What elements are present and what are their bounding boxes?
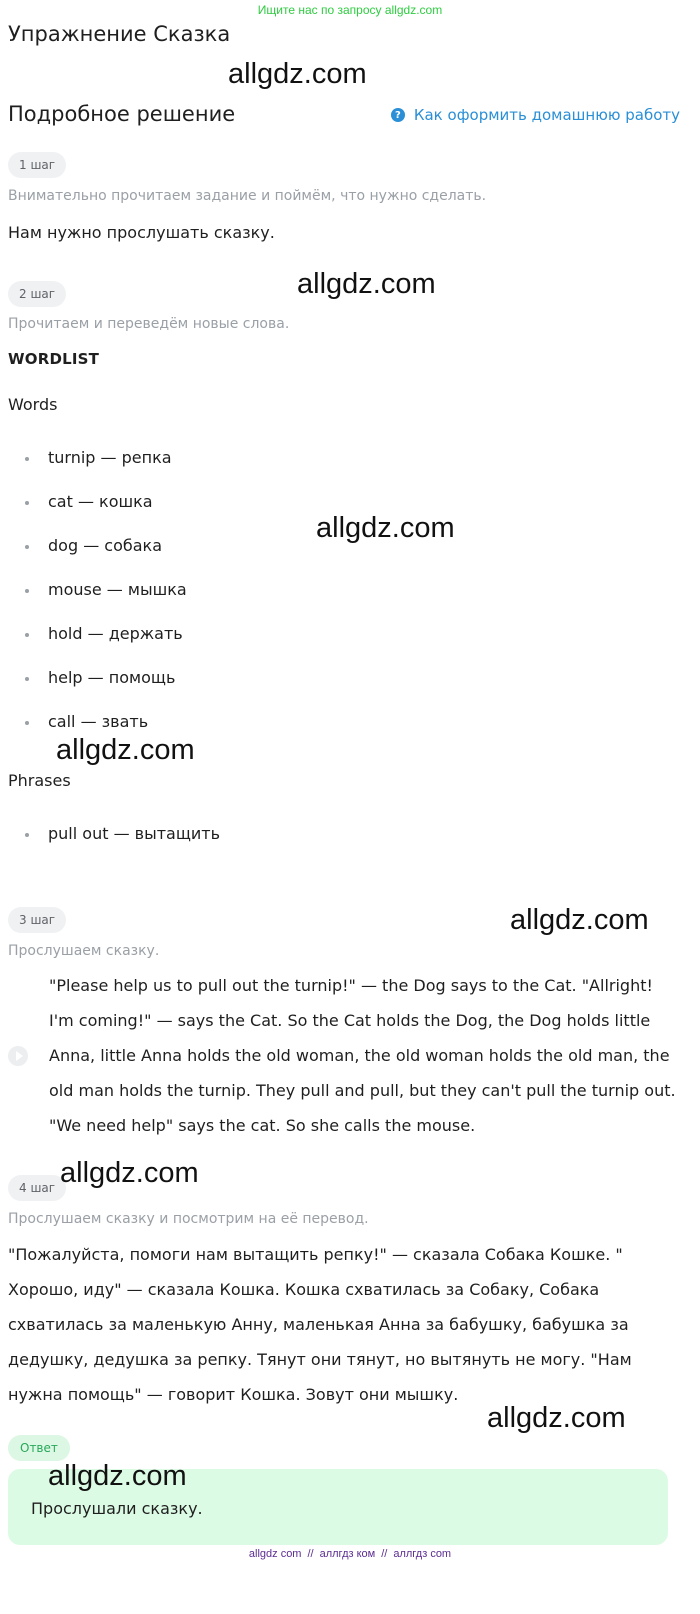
- list-item: turnip — репка: [22, 447, 187, 491]
- translation-text: "Пожалуйста, помоги нам вытащить репку!" — сказала Собака Кошке. " Хорошо, иду" — сказала Кошка. Кошка схватилась за Собаку, Собака схватилась за маленькую Анну, маленькая Анна за бабушку, бабушка за дедушку, дедушка за репку. Тянут они тянут, но вытянуть не могу. "Нам нужна помощь" — говорит Кошка. Зовут они мышку.: [8, 1245, 632, 1404]
- list-item: call — звать: [22, 711, 187, 755]
- play-icon[interactable]: [8, 1046, 28, 1066]
- list-item: help — помощь: [22, 667, 187, 711]
- footer-link[interactable]: аллгдз ком: [319, 1548, 376, 1560]
- exercise-title: Упражнение Сказка: [8, 22, 231, 46]
- list-item: hold — держать: [22, 623, 187, 667]
- list-item: pull out — вытащить: [22, 823, 220, 867]
- wordlist-heading: WORDLIST: [8, 350, 100, 368]
- step-text-1: Нам нужно прослушать сказку.: [8, 223, 275, 242]
- answer-text: Прослушали сказку.: [31, 1499, 203, 1518]
- solution-title: Подробное решение: [8, 102, 236, 126]
- watermark: allgdz.com: [510, 904, 649, 936]
- footer-separator: //: [381, 1548, 388, 1560]
- step-hint-4: Прослушаем сказку и посмотрим на её перевод.: [8, 1211, 369, 1227]
- footer: [0, 1548, 700, 1560]
- watermark: allgdz.com: [297, 268, 436, 300]
- step-badge-3: 3 шаг: [8, 907, 66, 933]
- watermark: allgdz.com: [56, 734, 195, 766]
- answer-badge: Ответ: [8, 1435, 70, 1461]
- words-list: [22, 447, 187, 755]
- top-banner: Ищите нас по запросу allgdz.com: [257, 3, 443, 17]
- phrases-list: [22, 823, 220, 867]
- step-badge-1: 1 шаг: [8, 152, 66, 178]
- watermark: allgdz.com: [487, 1402, 626, 1434]
- watermark: allgdz.com: [316, 512, 455, 544]
- list-item: dog — собака: [22, 535, 187, 579]
- step-hint-1: Внимательно прочитаем задание и поймём, что нужно сделать.: [8, 188, 487, 204]
- footer-separator: //: [307, 1548, 314, 1560]
- footer-link[interactable]: allgdz com: [248, 1548, 302, 1560]
- howto-link-label: Как оформить домашнюю работу: [413, 106, 680, 124]
- watermark: allgdz.com: [60, 1157, 199, 1189]
- step-badge-4: 4 шаг: [8, 1175, 66, 1201]
- watermark: allgdz.com: [228, 58, 367, 90]
- footer-link[interactable]: аллгдз com: [393, 1548, 452, 1560]
- question-circle-icon: ?: [391, 108, 405, 122]
- list-item: cat — кошка: [22, 491, 187, 535]
- story-text: "Please help us to pull out the turnip!" — the Dog says to the Cat. "Allright! I'm coming!" — says the Cat. So the Cat holds the Dog, the Dog holds little Anna, little Anna holds the old woman, the old woman holds the old man, the old man holds the turnip. They pull and pull, but they can't pull the turnip out. "We need help" says the cat. So she calls the mouse.: [49, 976, 676, 1135]
- words-label: Words: [8, 395, 58, 414]
- list-item: mouse — мышка: [22, 579, 187, 623]
- phrases-label: Phrases: [8, 771, 71, 790]
- howto-link[interactable]: [391, 106, 680, 124]
- step-hint-3: Прослушаем сказку.: [8, 943, 160, 959]
- step-hint-2: Прочитаем и переведём новые слова.: [8, 316, 290, 332]
- step-badge-2: 2 шаг: [8, 281, 66, 307]
- watermark: allgdz.com: [48, 1460, 187, 1492]
